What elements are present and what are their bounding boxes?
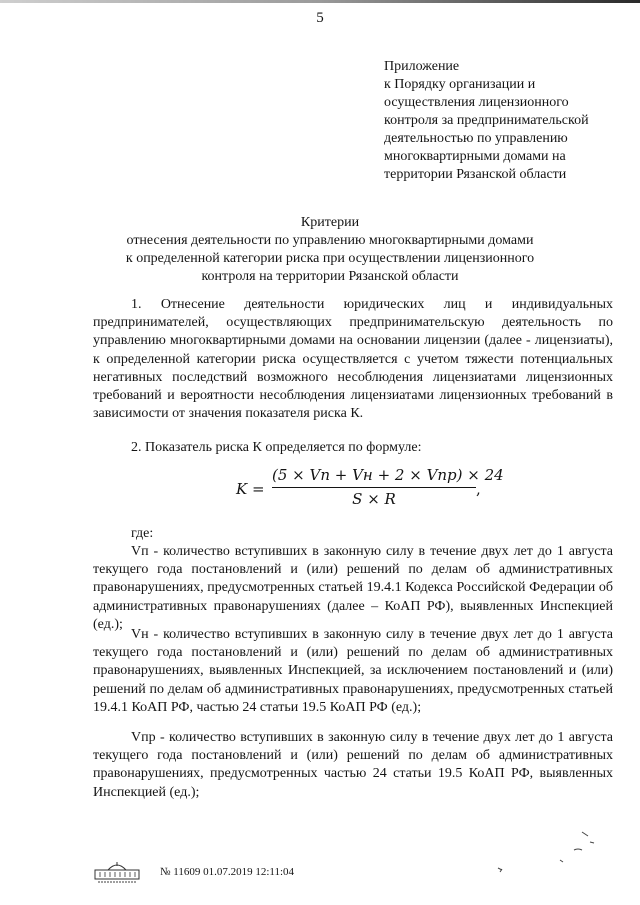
formula-denominator: S × R xyxy=(352,490,396,508)
formula-fraction xyxy=(272,466,504,508)
definition-vn: Vн - количество вступивших в законную силу в течение двух лет до 1 августа текущего года постановлений и (или) решений по делам об административных правонарушениях, выявленных Инспекцией, за исключением постановлений и (или) решений по делам об административных правонарушениях, предусмотренных статьей 19.4.1 КоАП РФ, частью 24 статьи 19.5 КоАП РФ (ед.); xyxy=(93,627,613,715)
appendix-line: многоквартирными домами на xyxy=(384,149,566,164)
document-heading xyxy=(70,214,590,286)
appendix-line: территории Рязанской области xyxy=(384,167,567,182)
formula-lhs: K = xyxy=(236,480,265,498)
appendix-block xyxy=(384,58,624,184)
handwritten-marks xyxy=(470,820,630,890)
formula-numerator: (5 × Vп + Vн + 2 × Vпр) × 24 xyxy=(272,466,504,484)
definition-vp: Vп - количество вступивших в законную силу в течение двух лет до 1 августа текущего года постановлений и (или) решений по делам об административных правонарушениях, предусмотренных статьей 19.4.1 Кодекса Российской Федерации об административных правонарушениях (далее – КоАП РФ), выявленных Инспекцией (ед.); xyxy=(93,544,613,632)
appendix-line: к Порядку организации и xyxy=(384,77,536,92)
heading-line: контроля на территории Рязанской области xyxy=(201,269,459,284)
formula-comma: , xyxy=(476,480,481,498)
appendix-line: Приложение xyxy=(384,59,460,74)
paragraph-1: 1. Отнесение деятельности юридических лиц и индивидуальных предпринимателей, осуществляющих предпринимательскую деятельность по управлению многоквартирными домами на основании лицензии (далее - лицензиаты), к определенной категории риска осуществляется с учетом тяжести потенциальных негативных последствий возможного несоблюдения лицензиатами лицензионных требований и вероятности несоблюдения лицензиатами лицензионных требований в зависимости от значения показателя риска К. xyxy=(93,297,613,422)
appendix-line: контроля за предпринимательской xyxy=(384,113,589,128)
heading-title: Критерии xyxy=(300,215,360,230)
page-number: 5 xyxy=(316,10,324,26)
definition-vpr: Vпр - количество вступивших в законную силу в течение двух лет до 1 августа текущего года постановлений и (или) решений по делам об административных правонарушениях, предусмотренных частью 24 статьи 19.5 КоАП РФ, выявленных Инспекцией (ед.); xyxy=(93,730,613,800)
appendix-line: деятельностью по управлению xyxy=(384,131,568,146)
paragraph-2: 2. Показатель риска К определяется по формуле: xyxy=(131,440,422,455)
appendix-line: осуществления лицензионного xyxy=(384,95,569,110)
heading-line: отнесения деятельности по управлению многоквартирными домами xyxy=(126,233,534,248)
scan-edge xyxy=(0,0,640,3)
where-label: где: xyxy=(131,526,154,541)
registration-number: № 11609 01.07.2019 12:11:04 xyxy=(160,866,295,878)
heading-line: к определенной категории риска при осуществлении лицензионного xyxy=(125,251,535,266)
registry-stamp-icon xyxy=(94,860,140,886)
risk-formula xyxy=(236,466,504,514)
